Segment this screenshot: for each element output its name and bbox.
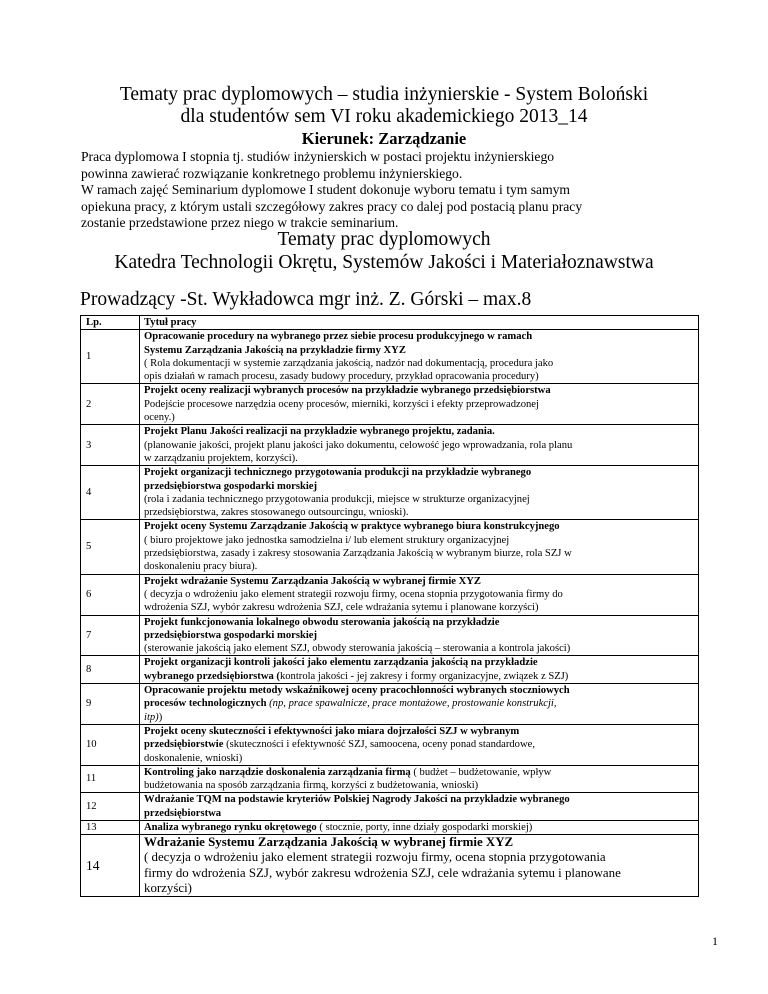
table-row — [81, 574, 699, 615]
topic-text: (planowanie jakości, projekt planu jakości jako dokumentu, celowość jego wprowadzania, rola planu — [144, 439, 573, 451]
topic-text: oceny.) — [144, 412, 175, 424]
topic-line — [144, 752, 698, 765]
column-header-title: Tytuł pracy — [140, 316, 699, 330]
topic-cell — [140, 835, 699, 897]
table-row — [81, 793, 699, 821]
topic-text: (skuteczności i efektywność SZJ, samoocena, oceny ponad standardowe, — [226, 739, 535, 751]
topic-text: Projekt oceny skuteczności i efektywności jako miara dojrzałości SZJ w wybranym — [144, 725, 520, 737]
topic-text: Wdrażanie TQM na podstawie kryteriów Polskiej Nagrody Jakości na przykładzie wybranego — [144, 794, 570, 806]
topic-line — [144, 480, 698, 493]
topic-text: przedsiębiorstwa gospodarki morskiej — [144, 629, 318, 641]
topic-text: (np, prace spawalnicze, prace montażowe, prostowanie konstrukcji, — [269, 698, 557, 710]
topic-text: ( biuro projektowe jako jednostka samodzielna i/ lub element struktury organizacyjnej — [144, 534, 510, 546]
topic-text: opis działań w ramach procesu, zasady budowy procedury, przykład opracowania procedury) — [144, 371, 539, 383]
row-number: 8 — [81, 656, 140, 684]
topic-cell — [140, 656, 699, 684]
topic-cell — [140, 793, 699, 821]
topic-cell — [140, 765, 699, 793]
department-name: Katedra Technologii Okrętu, Systemów Jakości i Materiałoznawstwa — [114, 252, 654, 273]
table-row — [81, 615, 699, 656]
topic-line — [144, 534, 698, 547]
topic-line — [144, 793, 698, 806]
topic-line — [144, 670, 698, 683]
intro-line: powinna zawierać rozwiązanie konkretnego problemu inżynierskiego. — [81, 165, 463, 181]
topic-line — [144, 588, 698, 601]
topic-text: Projekt oceny Systemu Zarządzanie Jakością w praktyce wybranego biura konstrukcyjnego — [144, 521, 560, 533]
topic-line — [144, 439, 698, 452]
topic-text: ( budżet – budżetowanie, wpływ — [413, 766, 552, 778]
topic-line — [144, 493, 698, 506]
topic-line — [144, 684, 698, 697]
page-number: 1 — [712, 934, 718, 948]
table-row — [81, 425, 699, 466]
section-title: Tematy prac dyplomowych — [277, 229, 491, 250]
row-number: 9 — [81, 684, 140, 725]
topics-table — [80, 315, 699, 897]
topic-line — [144, 835, 698, 850]
topic-line — [144, 466, 698, 479]
topic-text: Analiza wybranego rynku okrętowego — [144, 821, 320, 833]
topic-line — [144, 616, 698, 629]
topic-text: Kontroling jako narządzie doskonalenia zarządzania firmą — [144, 766, 414, 778]
topic-text: procesów technologicznych — [144, 698, 270, 710]
topic-text: Projekt wdrażanie Systemu Zarządzania Jakością w wybranej firmie XYZ — [144, 575, 482, 587]
topic-line — [144, 807, 698, 820]
row-number: 14 — [81, 835, 140, 897]
topic-text: wybranego przedsiębiorstwa ( — [144, 670, 280, 682]
topic-line — [144, 866, 698, 881]
topic-cell — [140, 520, 699, 574]
intro-line: W ramach zajęć Seminarium dyplomowe I student dokonuje wyboru tematu i tym samym — [81, 182, 571, 197]
topic-line — [144, 384, 698, 397]
row-number: 7 — [81, 615, 140, 656]
topic-cell — [140, 724, 699, 765]
topic-line — [144, 779, 698, 792]
topic-cell — [140, 574, 699, 615]
topic-line — [144, 711, 698, 724]
table-row — [81, 724, 699, 765]
topic-text: doskonaleniu pracy biura). — [144, 561, 258, 573]
topic-line — [144, 506, 698, 519]
topic-line — [144, 766, 698, 779]
topic-cell — [140, 384, 699, 425]
topic-line — [144, 881, 698, 896]
topic-text: przedsiębiorstwa, zasady i zakresy stosowania Zarządzania Jakością w wybranym biurze, rola SZJ w — [144, 548, 572, 560]
topic-text: Projekt oceny realizacji wybranych procesów na przykładzie wybranego przedsiębiorstwa — [144, 385, 551, 397]
intro-line: opiekuna pracy, z którym ustali szczegółowy zakres pracy co dalej pod postacią planu pracy — [81, 198, 583, 214]
table-row — [81, 765, 699, 793]
topic-text: przedsiębiorstwa — [144, 807, 222, 819]
topic-text: Projekt Planu Jakości realizacji na przykładzie wybranego projektu, zadania. — [144, 426, 495, 438]
topic-text: itp) — [144, 711, 159, 723]
kierunek-heading: Kierunek: Zarządzanie — [301, 129, 467, 148]
topic-text: przedsiębiorstwa, zakres stosowanego outsourcingu, wnioski). — [144, 507, 409, 519]
topic-cell — [140, 425, 699, 466]
table-row — [81, 820, 699, 834]
topic-line — [144, 344, 698, 357]
topic-text: Podejście procesowe narzędzia oceny procesów, mierniki, korzyści i efekty przeprowadzonej — [144, 398, 539, 410]
topic-text: Projekt organizacji kontroli jakości jako elementu zarządzania jakością na przykładzie — [144, 657, 538, 669]
topic-line — [144, 547, 698, 560]
table-row — [81, 330, 699, 384]
table-row — [81, 656, 699, 684]
row-number: 12 — [81, 793, 140, 821]
topic-line — [144, 575, 698, 588]
topic-text: firmy do wdrożenia SZJ, wybór zakresu wdrożenia SZJ, cele wdrażania sytemu i planowane — [144, 865, 621, 880]
topic-text: kontrola jakości - jej zakresy i formy organizacyjne, związek z SZJ) — [279, 670, 569, 682]
intro-line: zostanie przedstawione przez niego w trakcie seminarium. — [81, 215, 399, 230]
topic-line — [144, 560, 698, 573]
table-row — [81, 520, 699, 574]
topic-line — [144, 697, 698, 710]
row-number: 3 — [81, 425, 140, 466]
topic-text: Opracowanie projektu metody wskaźnikowej oceny pracochłonności wybranych stoczniowych — [144, 685, 570, 697]
column-header-lp: Lp. — [81, 316, 140, 330]
topic-text: ( decyzja o wdrożeniu jako element strategii rozwoju firmy, ocena stopnia przygotowania — [144, 850, 606, 865]
topic-line — [144, 520, 698, 533]
topic-cell — [140, 466, 699, 520]
row-number: 6 — [81, 574, 140, 615]
topic-text: wdrożenia SZJ, wybór zakresu wdrożenia SZJ, cele wdrażania sytemu i planowane korzyści) — [144, 602, 539, 614]
topic-line — [144, 330, 698, 343]
table-row — [81, 384, 699, 425]
topic-line — [144, 850, 698, 865]
table-row — [81, 466, 699, 520]
topic-cell — [140, 330, 699, 384]
topic-line — [144, 725, 698, 738]
topic-line — [144, 357, 698, 370]
topic-text: ( decyzja o wdrożeniu jako element strategii rozwoju firmy, ocena stopnia przygotowania firmy do — [144, 588, 563, 600]
topic-line — [144, 738, 698, 751]
topic-cell — [140, 615, 699, 656]
row-number: 11 — [81, 765, 140, 793]
document-title-line2: dla studentów sem VI roku akademickiego 2013_14 — [180, 106, 588, 127]
topic-text: ( stocznie, porty, inne działy gospodarki morskiej) — [319, 821, 533, 833]
row-number: 4 — [81, 466, 140, 520]
topic-line — [144, 370, 698, 383]
topic-text: Systemu Zarządzania Jakością na przykładzie firmy XYZ — [144, 344, 406, 356]
topic-text: w zarządzaniu projektem, korzyści). — [144, 452, 298, 464]
table-row — [81, 684, 699, 725]
table-row — [81, 835, 699, 897]
topic-cell — [140, 684, 699, 725]
row-number: 2 — [81, 384, 140, 425]
topic-text: ) — [158, 711, 163, 723]
topic-cell — [140, 820, 699, 834]
topic-text: korzyści) — [144, 880, 192, 895]
topic-text: Projekt funkcjonowania lokalnego obwodu sterowania jakością na przykładzie — [144, 616, 500, 628]
document-title-line1: Tematy prac dyplomowych – studia inżynierskie - System Boloński — [119, 84, 649, 105]
topic-line — [144, 452, 698, 465]
row-number: 5 — [81, 520, 140, 574]
topic-line — [144, 642, 698, 655]
topic-line — [144, 398, 698, 411]
topic-text: Opracowanie procedury na wybranego przez siebie procesu produkcyjnego w ramach — [144, 331, 533, 343]
row-number: 1 — [81, 330, 140, 384]
intro-line: Praca dyplomowa I stopnia tj. studiów inżynierskich w postaci projektu inżynierskiego — [81, 149, 555, 164]
topic-text: przedsiębiorstwa gospodarki morskiej — [144, 480, 318, 492]
intro-paragraph — [81, 149, 721, 232]
topic-line — [144, 411, 698, 424]
topic-line — [144, 629, 698, 642]
topic-line — [144, 656, 698, 669]
topic-text: doskonalenie, wnioski) — [144, 752, 243, 764]
topic-text: Projekt organizacji technicznego przygotowania produkcji na przykładzie wybranego — [144, 467, 532, 479]
table-header-row — [81, 316, 699, 330]
topic-text: ( Rola dokumentacji w systemie zarządzania jakością, nadzór nad dokumentacją, procedura jako — [144, 357, 554, 369]
row-number: 13 — [81, 820, 140, 834]
topic-text: przedsiębiorstwie — [144, 739, 227, 751]
topic-line — [144, 425, 698, 438]
topic-line — [144, 821, 698, 834]
row-number: 10 — [81, 724, 140, 765]
topic-line — [144, 601, 698, 614]
topic-text: Wdrażanie Systemu Zarządzania Jakością w wybranej firmie XYZ — [144, 835, 514, 850]
topic-text: (rola i zadania technicznego przygotowania produkcji, miejsce w strukturze organizacyjnej — [144, 493, 530, 505]
topic-text: budżetowania na sposób zarządzania firmą, korzyści z budżetowania, wnioski) — [144, 780, 479, 792]
supervisor-line: Prowadzący -St. Wykładowca mgr inż. Z. Górski – max.8 — [80, 289, 532, 310]
topic-text: (sterowanie jakością jako element SZJ, obwody sterowania jakością – sterowania a kontrola jakości) — [144, 643, 571, 655]
